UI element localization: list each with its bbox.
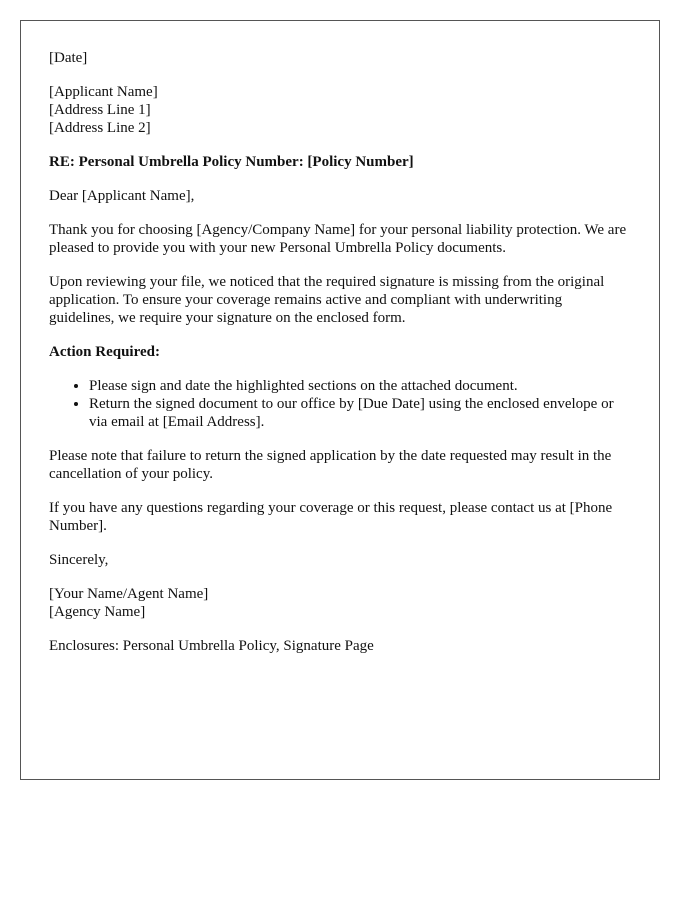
- signature-block: [49, 585, 631, 621]
- recipient-address: [49, 83, 631, 137]
- letter-page: [20, 20, 660, 780]
- enclosures: Enclosures: Personal Umbrella Policy, Signature Page: [49, 638, 374, 654]
- salutation: Dear [Applicant Name],: [49, 188, 195, 204]
- action-item-return: • Return the signed document to our office by [Due Date] using the enclosed envelope or via email at [Email Address].: [89, 395, 631, 431]
- paragraph-missing-signature: Upon reviewing your file, we noticed that the required signature is missing from the original application. To ensure your coverage remains active and compliant with underwriting guidelines, we require your signature on the enclosed form.: [49, 274, 605, 326]
- signature-agency: [Agency Name]: [49, 604, 146, 620]
- action-list: [49, 377, 631, 431]
- closing: Sincerely,: [49, 552, 109, 568]
- signature-name: [Your Name/Agent Name]: [49, 586, 209, 602]
- recipient-address-line-2: [Address Line 2]: [49, 120, 151, 136]
- recipient-name: [Applicant Name]: [49, 84, 158, 100]
- recipient-address-line-1: [Address Line 1]: [49, 102, 151, 118]
- action-required-heading: Action Required:: [49, 344, 160, 360]
- paragraph-contact: If you have any questions regarding your coverage or this request, please contact us at [Phone Number].: [49, 500, 613, 534]
- letter-date: [Date]: [49, 50, 88, 66]
- paragraph-cancellation-notice: Please note that failure to return the signed application by the date requested may result in the cancellation of your policy.: [49, 448, 612, 482]
- action-item-sign: • Please sign and date the highlighted sections on the attached document.: [89, 377, 631, 395]
- paragraph-thank-you: Thank you for choosing [Agency/Company Name] for your personal liability protection. We are pleased to provide you with your new Personal Umbrella Policy documents.: [49, 222, 627, 256]
- subject-line: RE: Personal Umbrella Policy Number: [Policy Number]: [49, 154, 414, 170]
